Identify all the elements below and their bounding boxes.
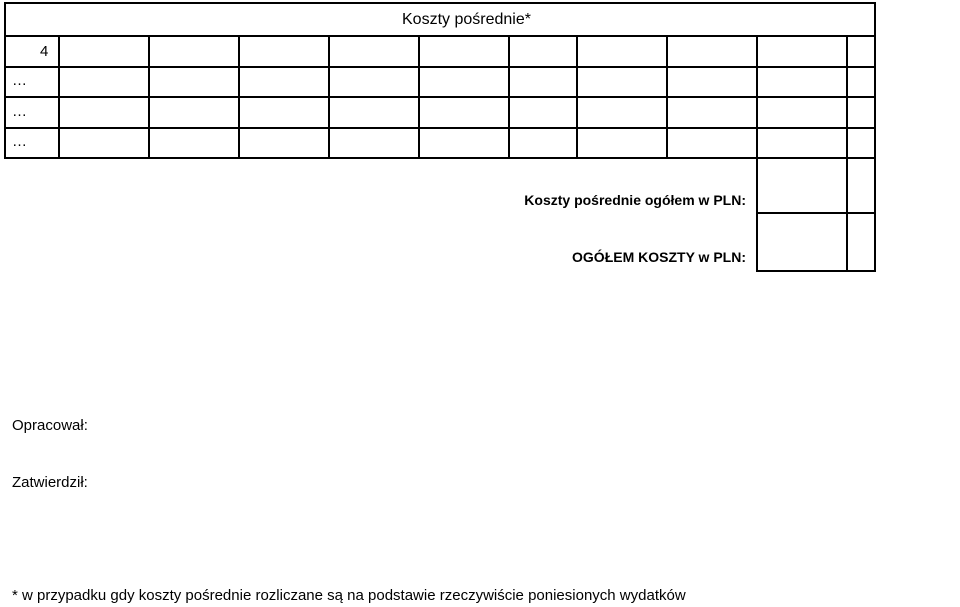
table-col-line [328, 35, 330, 159]
table-col-line [508, 35, 510, 159]
grand-total-value-cell[interactable] [758, 214, 846, 270]
prepared-by-label: Opracował: [12, 417, 88, 434]
indirect-costs-table [0, 0, 960, 160]
footnote: * w przypadku gdy koszty pośrednie rozliczane są na podstawie rzeczywiście poniesionych wydatków [12, 587, 686, 604]
table-border-left [4, 2, 6, 159]
table-col-line [846, 35, 848, 159]
row-label: 4 [40, 43, 49, 60]
indirect-total-value-cell[interactable] [758, 159, 846, 212]
row-label: … [12, 72, 27, 89]
table-border-top [4, 2, 876, 4]
table-col-line [58, 35, 60, 159]
summary-col-line [874, 157, 876, 272]
table-row-line [4, 35, 876, 37]
table-col-line [666, 35, 668, 159]
table-col-line [238, 35, 240, 159]
table-col-line [576, 35, 578, 159]
table-col-line [148, 35, 150, 159]
summary-totals [0, 157, 960, 277]
table-col-line [418, 35, 420, 159]
indirect-total-label: Koszty pośrednie ogółem w PLN: [524, 192, 746, 208]
table-header-title: Koszty pośrednie* [402, 11, 531, 28]
row-label: … [12, 133, 27, 150]
grand-total-label: OGÓŁEM KOSZTY w PLN: [572, 249, 746, 265]
table-col-line [756, 35, 758, 159]
table-border-right [874, 2, 876, 159]
table-row-line [4, 66, 876, 68]
grand-total-extra-cell[interactable] [848, 214, 874, 270]
row-label: … [12, 103, 27, 120]
approved-by-label: Zatwierdził: [12, 474, 88, 491]
table-row-line [4, 127, 876, 129]
table-row-line [4, 96, 876, 98]
summary-row-line [756, 270, 876, 272]
indirect-total-extra-cell[interactable] [848, 159, 874, 212]
